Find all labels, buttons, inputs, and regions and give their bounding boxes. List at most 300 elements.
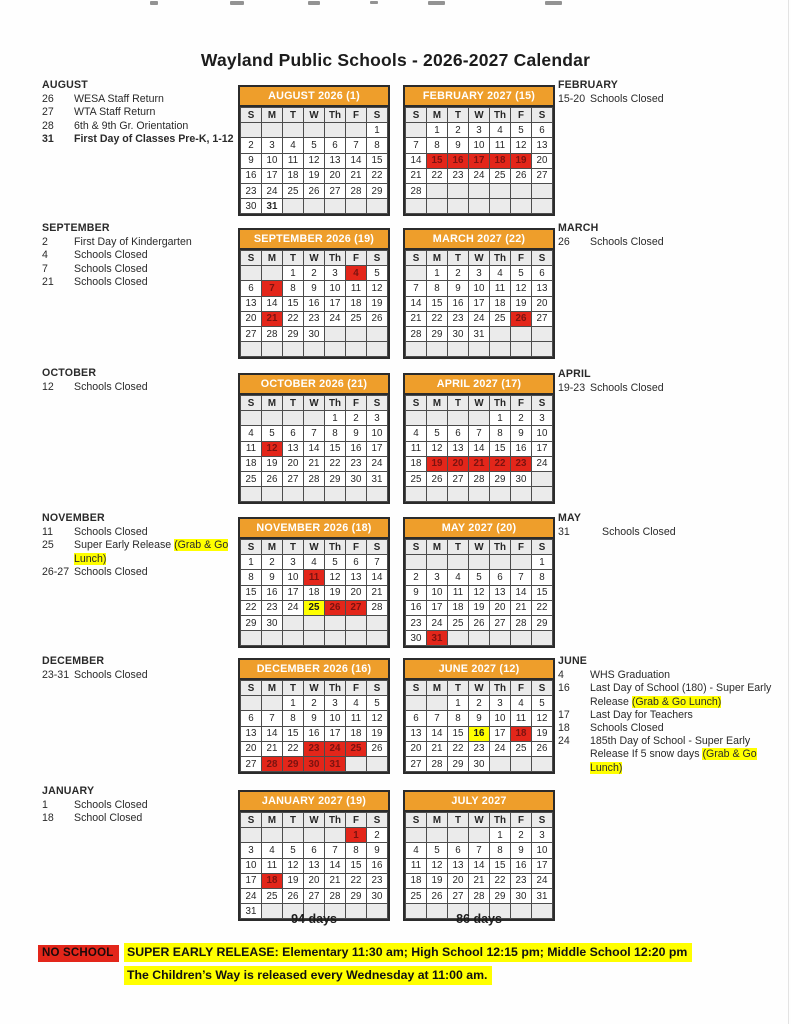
day-cell: 3 — [262, 138, 283, 153]
empty-cell — [490, 756, 511, 771]
empty-cell — [511, 555, 532, 570]
day-cell: 5 — [511, 266, 532, 281]
calendar-grid — [405, 250, 553, 357]
calendar-march-2027 — [403, 228, 555, 359]
note-month-label: JUNE — [558, 655, 588, 667]
notes-january — [42, 785, 238, 826]
day-cell: 1 — [490, 828, 511, 843]
day-cell: 2 — [469, 696, 490, 711]
empty-cell — [448, 411, 469, 426]
day-cell: 31 — [469, 326, 490, 341]
day-of-week-header: W — [304, 813, 325, 828]
day-cell: 13 — [283, 441, 304, 456]
empty-cell — [469, 183, 490, 198]
day-cell: 7 — [469, 843, 490, 858]
day-of-week-header: S — [241, 396, 262, 411]
day-cell: 3 — [325, 266, 346, 281]
day-cell: 23 — [469, 741, 490, 756]
note-item — [558, 669, 784, 682]
day-cell: 2 — [367, 828, 388, 843]
day-cell: 28 — [367, 600, 388, 615]
day-of-week-header: F — [346, 108, 367, 123]
note-item — [558, 722, 784, 735]
day-cell: 11 — [241, 441, 262, 456]
day-cell: 28 — [406, 183, 427, 198]
day-cell: 9 — [448, 138, 469, 153]
day-cell: 23 — [448, 311, 469, 326]
day-cell: 10 — [367, 426, 388, 441]
scan-artifact-mark — [308, 1, 320, 5]
day-cell: 23 — [262, 600, 283, 615]
empty-cell — [367, 199, 388, 214]
note-text: Schools Closed — [602, 526, 676, 539]
day-cell: 30 — [367, 888, 388, 903]
day-cell: 13 — [304, 858, 325, 873]
day-cell: 9 — [304, 281, 325, 296]
day-cell: 5 — [427, 426, 448, 441]
day-cell: 24 — [427, 615, 448, 630]
empty-cell — [469, 631, 490, 646]
empty-cell — [406, 828, 427, 843]
day-cell: 22 — [283, 741, 304, 756]
day-cell: 13 — [448, 441, 469, 456]
note-text: Schools Closed — [74, 669, 148, 682]
calendar-grid — [240, 107, 388, 214]
day-cell: 14 — [469, 858, 490, 873]
day-cell: 12 — [262, 441, 283, 456]
day-of-week-header: S — [406, 540, 427, 555]
day-cell: 19 — [304, 168, 325, 183]
day-of-week-header: S — [532, 251, 553, 266]
day-cell: 21 — [304, 456, 325, 471]
day-cell: 30 — [511, 888, 532, 903]
empty-cell — [262, 123, 283, 138]
day-of-week-header: S — [406, 813, 427, 828]
day-cell: 31 — [262, 199, 283, 214]
day-cell: 20 — [283, 456, 304, 471]
empty-cell — [448, 199, 469, 214]
empty-cell — [469, 199, 490, 214]
day-cell: 30 — [346, 471, 367, 486]
day-cell: 7 — [406, 281, 427, 296]
day-of-week-header: M — [262, 396, 283, 411]
empty-cell — [283, 828, 304, 843]
empty-cell — [241, 631, 262, 646]
day-cell: 27 — [532, 168, 553, 183]
day-cell: 20 — [346, 585, 367, 600]
note-text: Super Early Release (Grab & Go Lunch) — [74, 539, 229, 565]
empty-cell — [532, 756, 553, 771]
day-cell: 20 — [490, 600, 511, 615]
day-cell: 3 — [490, 696, 511, 711]
day-cell: 18 — [490, 153, 511, 168]
day-cell: 15 — [283, 296, 304, 311]
day-cell: 17 — [427, 600, 448, 615]
day-cell: 14 — [262, 296, 283, 311]
day-cell: 4 — [346, 266, 367, 281]
calendar-month-title: OCTOBER 2026 (21) — [240, 375, 388, 395]
empty-cell — [283, 615, 304, 630]
empty-cell — [532, 183, 553, 198]
day-cell: 5 — [304, 138, 325, 153]
day-cell: 3 — [532, 828, 553, 843]
day-of-week-header: Th — [490, 108, 511, 123]
day-of-week-header: Th — [325, 396, 346, 411]
day-cell: 1 — [346, 828, 367, 843]
day-cell: 18 — [490, 296, 511, 311]
empty-cell — [469, 342, 490, 357]
day-cell: 15 — [427, 153, 448, 168]
note-date: 24 — [558, 735, 570, 748]
day-cell: 8 — [448, 711, 469, 726]
note-item — [558, 93, 784, 106]
day-of-week-header: S — [406, 396, 427, 411]
empty-cell — [325, 828, 346, 843]
calendar-month-title: JULY 2027 — [405, 792, 553, 812]
calendar-january-2027 — [238, 790, 390, 921]
childrens-way-legend: The Children’s Way is released every Wednesday at 11:00 am. — [124, 966, 492, 985]
day-cell: 26 — [367, 741, 388, 756]
empty-cell — [346, 326, 367, 341]
empty-cell — [490, 631, 511, 646]
empty-cell — [346, 123, 367, 138]
notes-february — [558, 79, 784, 106]
day-cell: 17 — [490, 726, 511, 741]
day-cell: 14 — [406, 153, 427, 168]
day-cell: 13 — [241, 726, 262, 741]
note-item — [42, 263, 238, 276]
day-of-week-header: F — [346, 681, 367, 696]
highlighted-text: (Grab & Go Lunch) — [74, 539, 229, 565]
note-item — [42, 93, 238, 106]
day-cell: 6 — [406, 711, 427, 726]
day-cell: 22 — [367, 168, 388, 183]
day-cell: 19 — [511, 296, 532, 311]
day-of-week-header: W — [304, 681, 325, 696]
note-date: 18 — [42, 812, 54, 825]
empty-cell — [367, 615, 388, 630]
empty-cell — [283, 342, 304, 357]
day-cell: 30 — [406, 631, 427, 646]
empty-cell — [490, 199, 511, 214]
day-cell: 6 — [532, 266, 553, 281]
day-of-week-header: T — [448, 681, 469, 696]
day-cell: 10 — [325, 711, 346, 726]
day-cell: 17 — [367, 441, 388, 456]
day-of-week-header: W — [304, 540, 325, 555]
note-text: WESA Staff Return — [74, 93, 164, 106]
calendar-august-2026 — [238, 85, 390, 216]
day-of-week-header: S — [406, 108, 427, 123]
note-month-label: FEBRUARY — [558, 79, 619, 91]
day-cell: 2 — [448, 266, 469, 281]
note-text: Schools Closed — [74, 565, 148, 578]
day-cell: 24 — [490, 741, 511, 756]
day-cell: 9 — [367, 843, 388, 858]
no-school-legend: NO SCHOOL — [38, 945, 119, 962]
day-cell: 21 — [406, 311, 427, 326]
day-cell: 11 — [406, 441, 427, 456]
day-cell: 3 — [325, 696, 346, 711]
day-cell: 27 — [241, 326, 262, 341]
day-cell: 30 — [304, 756, 325, 771]
note-text: Schools Closed — [590, 382, 664, 395]
day-of-week-header: T — [448, 540, 469, 555]
day-cell: 31 — [325, 756, 346, 771]
day-cell: 21 — [469, 456, 490, 471]
day-cell: 15 — [490, 441, 511, 456]
note-date: 31 — [558, 526, 570, 539]
day-cell: 31 — [367, 471, 388, 486]
day-cell: 30 — [241, 199, 262, 214]
day-cell: 29 — [241, 615, 262, 630]
day-cell: 11 — [448, 585, 469, 600]
empty-cell — [427, 487, 448, 502]
day-cell: 12 — [304, 153, 325, 168]
day-cell: 8 — [427, 281, 448, 296]
day-cell: 25 — [511, 741, 532, 756]
day-cell: 1 — [448, 696, 469, 711]
day-cell: 27 — [304, 888, 325, 903]
empty-cell — [490, 326, 511, 341]
day-of-week-header: Th — [325, 540, 346, 555]
day-cell: 12 — [511, 281, 532, 296]
day-cell: 1 — [532, 555, 553, 570]
note-month-label: SEPTEMBER — [42, 222, 110, 234]
day-cell: 12 — [367, 281, 388, 296]
empty-cell — [325, 615, 346, 630]
empty-cell — [427, 411, 448, 426]
day-cell: 29 — [367, 183, 388, 198]
day-cell: 7 — [325, 843, 346, 858]
empty-cell — [448, 183, 469, 198]
day-cell: 14 — [304, 441, 325, 456]
scan-edge-line — [788, 0, 789, 1024]
empty-cell — [304, 342, 325, 357]
day-cell: 7 — [511, 570, 532, 585]
note-item — [42, 526, 238, 539]
calendar-month-title: FEBRUARY 2027 (15) — [405, 87, 553, 107]
day-cell: 24 — [367, 456, 388, 471]
empty-cell — [532, 199, 553, 214]
note-date: 16 — [558, 682, 570, 695]
day-cell: 16 — [511, 858, 532, 873]
day-cell: 29 — [325, 471, 346, 486]
day-cell: 7 — [367, 555, 388, 570]
empty-cell — [532, 487, 553, 502]
day-cell: 26 — [511, 311, 532, 326]
notes-april — [558, 368, 784, 395]
day-cell: 10 — [490, 711, 511, 726]
day-cell: 2 — [406, 570, 427, 585]
day-cell: 18 — [241, 456, 262, 471]
day-cell: 18 — [283, 168, 304, 183]
day-of-week-header: W — [304, 396, 325, 411]
day-cell: 7 — [262, 711, 283, 726]
day-cell: 6 — [304, 843, 325, 858]
note-text: WTA Staff Return — [74, 106, 156, 119]
day-cell: 15 — [532, 585, 553, 600]
day-cell: 28 — [469, 471, 490, 486]
empty-cell — [406, 266, 427, 281]
day-cell: 26 — [304, 183, 325, 198]
calendar-month-title: AUGUST 2026 (1) — [240, 87, 388, 107]
day-of-week-header: W — [304, 108, 325, 123]
day-of-week-header: W — [304, 251, 325, 266]
empty-cell — [346, 615, 367, 630]
note-month-label: NOVEMBER — [42, 512, 105, 524]
day-cell: 19 — [532, 726, 553, 741]
empty-cell — [406, 342, 427, 357]
day-of-week-header: T — [283, 540, 304, 555]
day-cell: 26 — [325, 600, 346, 615]
day-cell: 27 — [325, 183, 346, 198]
day-cell: 13 — [448, 858, 469, 873]
day-cell: 6 — [346, 555, 367, 570]
day-cell: 10 — [532, 426, 553, 441]
day-cell: 15 — [490, 858, 511, 873]
note-item — [42, 249, 238, 262]
empty-cell — [511, 756, 532, 771]
day-cell: 10 — [241, 858, 262, 873]
day-cell: 13 — [241, 296, 262, 311]
day-cell: 7 — [427, 711, 448, 726]
day-cell: 17 — [469, 153, 490, 168]
day-cell: 15 — [241, 585, 262, 600]
note-item — [42, 539, 238, 565]
empty-cell — [241, 342, 262, 357]
day-cell: 1 — [427, 123, 448, 138]
day-cell: 3 — [241, 843, 262, 858]
day-cell: 11 — [406, 858, 427, 873]
day-cell: 14 — [367, 570, 388, 585]
empty-cell — [262, 631, 283, 646]
day-cell: 5 — [283, 843, 304, 858]
day-cell: 24 — [325, 741, 346, 756]
day-cell: 20 — [241, 311, 262, 326]
day-cell: 21 — [469, 873, 490, 888]
day-cell: 30 — [469, 756, 490, 771]
day-cell: 22 — [325, 456, 346, 471]
empty-cell — [241, 828, 262, 843]
day-cell: 4 — [283, 138, 304, 153]
day-of-week-header: W — [469, 813, 490, 828]
empty-cell — [283, 199, 304, 214]
calendar-grid — [240, 680, 388, 772]
day-cell: 8 — [283, 711, 304, 726]
highlighted-text: (Grab & Go Lunch) — [631, 695, 722, 708]
day-cell: 15 — [448, 726, 469, 741]
note-date: 26 — [42, 93, 54, 106]
empty-cell — [427, 696, 448, 711]
calendar-october-2026 — [238, 373, 390, 504]
day-of-week-header: F — [346, 396, 367, 411]
day-cell: 18 — [406, 873, 427, 888]
day-cell: 12 — [427, 441, 448, 456]
note-text: 6th & 9th Gr. Orientation — [74, 119, 189, 132]
day-of-week-header: M — [427, 251, 448, 266]
empty-cell — [325, 342, 346, 357]
day-cell: 3 — [427, 570, 448, 585]
day-cell: 13 — [532, 138, 553, 153]
empty-cell — [490, 183, 511, 198]
day-cell: 26 — [469, 615, 490, 630]
day-cell: 4 — [304, 555, 325, 570]
calendar-september-2026 — [238, 228, 390, 359]
empty-cell — [367, 756, 388, 771]
day-of-week-header: F — [511, 681, 532, 696]
calendar-grid — [240, 539, 388, 646]
day-cell: 24 — [241, 888, 262, 903]
day-cell: 14 — [511, 585, 532, 600]
day-cell: 23 — [367, 873, 388, 888]
day-of-week-header: S — [532, 681, 553, 696]
day-cell: 10 — [427, 585, 448, 600]
note-text: School Closed — [74, 812, 143, 825]
day-cell: 16 — [262, 585, 283, 600]
day-of-week-header: M — [427, 681, 448, 696]
note-date: 17 — [558, 708, 570, 721]
day-cell: 17 — [469, 296, 490, 311]
scan-artifact-mark — [230, 1, 244, 5]
day-cell: 23 — [304, 311, 325, 326]
day-cell: 29 — [490, 888, 511, 903]
day-cell: 8 — [490, 426, 511, 441]
day-cell: 1 — [367, 123, 388, 138]
second-semester-day-count: 86 days — [456, 912, 502, 926]
day-cell: 4 — [490, 266, 511, 281]
empty-cell — [367, 326, 388, 341]
day-cell: 29 — [346, 888, 367, 903]
note-item — [42, 120, 238, 133]
day-of-week-header: S — [367, 681, 388, 696]
note-text: First Day of Classes Pre-K, 1-12 — [74, 132, 234, 145]
day-cell: 23 — [304, 741, 325, 756]
day-cell: 9 — [448, 281, 469, 296]
note-date: 12 — [42, 381, 54, 394]
day-cell: 16 — [304, 726, 325, 741]
empty-cell — [367, 487, 388, 502]
day-cell: 27 — [490, 615, 511, 630]
empty-cell — [304, 123, 325, 138]
day-cell: 23 — [448, 168, 469, 183]
day-cell: 14 — [469, 441, 490, 456]
empty-cell — [427, 183, 448, 198]
day-cell: 15 — [325, 441, 346, 456]
empty-cell — [325, 487, 346, 502]
day-of-week-header: S — [406, 251, 427, 266]
day-of-week-header: Th — [325, 251, 346, 266]
day-cell: 5 — [469, 570, 490, 585]
note-text: Schools Closed — [74, 249, 148, 262]
day-cell: 24 — [532, 873, 553, 888]
empty-cell — [325, 199, 346, 214]
empty-cell — [367, 631, 388, 646]
empty-cell — [532, 342, 553, 357]
day-cell: 13 — [490, 585, 511, 600]
day-of-week-header: W — [469, 108, 490, 123]
day-cell: 25 — [490, 311, 511, 326]
calendar-april-2027 — [403, 373, 555, 504]
note-text: Schools Closed — [590, 722, 664, 735]
day-cell: 12 — [532, 711, 553, 726]
note-text: Schools Closed — [74, 275, 148, 288]
note-item — [558, 526, 784, 539]
day-cell: 8 — [283, 281, 304, 296]
empty-cell — [262, 411, 283, 426]
day-cell: 11 — [304, 570, 325, 585]
day-cell: 16 — [448, 296, 469, 311]
